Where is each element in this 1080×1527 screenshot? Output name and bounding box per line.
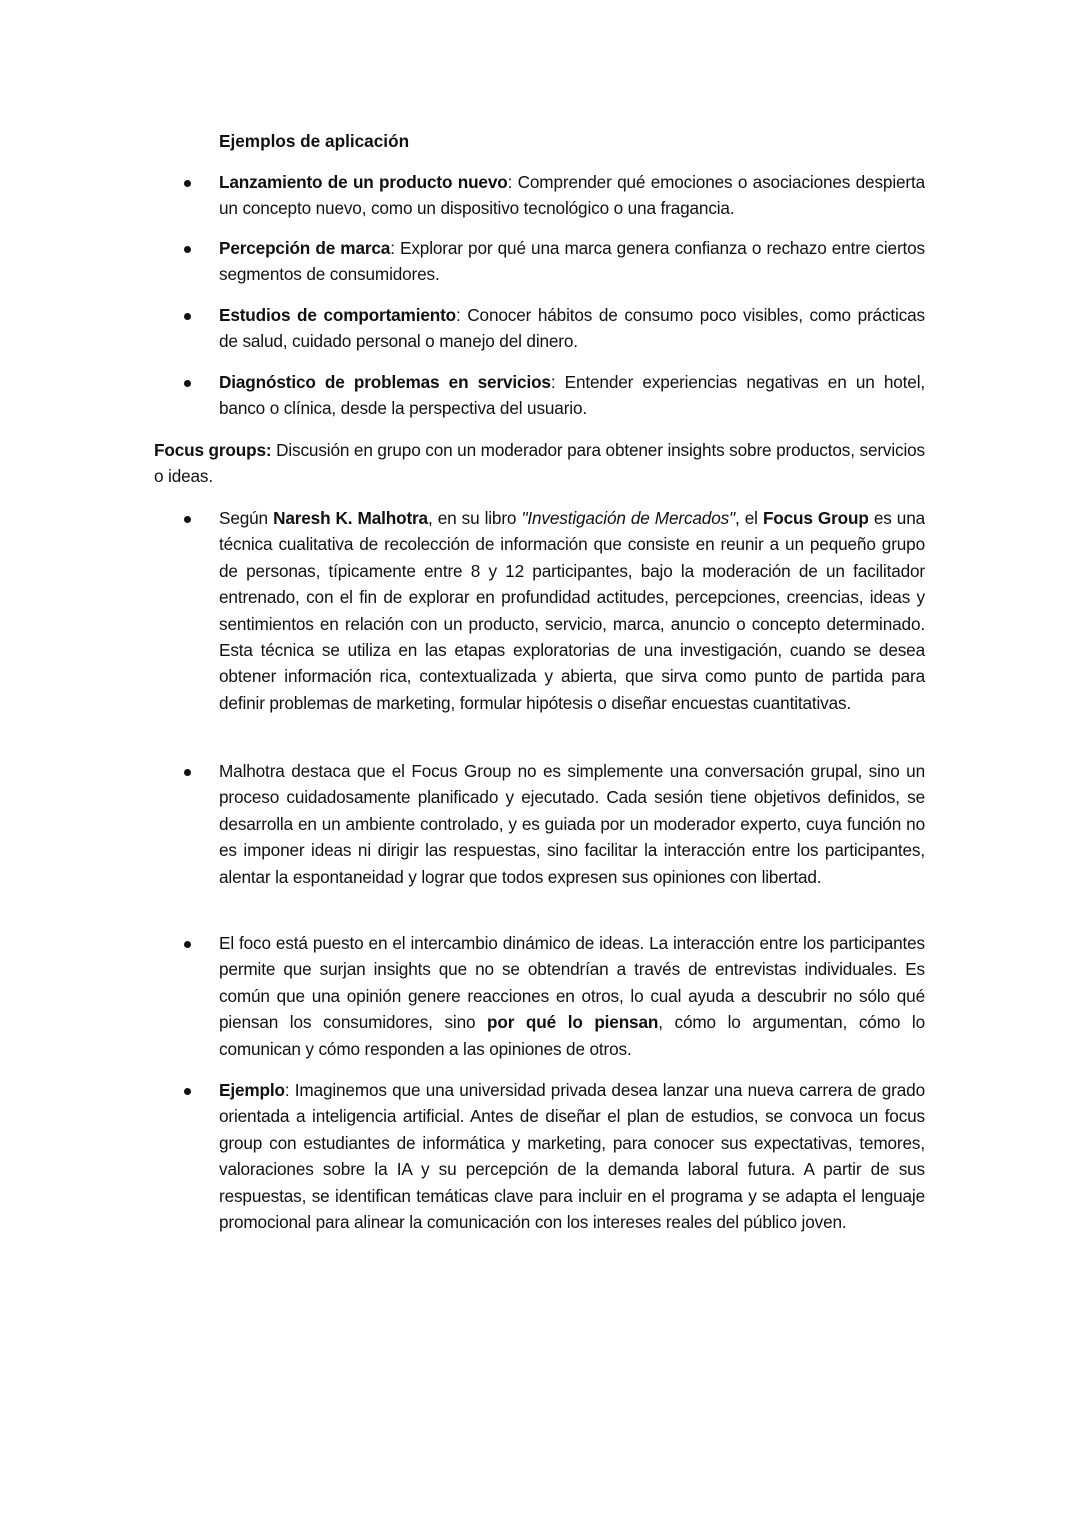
author-name: Naresh K. Malhotra [273, 508, 428, 528]
text-segment: Malhotra destaca que el Focus Group no es simplemente una conversación grupal, sino un proceso cuidadosamente planificado y ejecutado. Cada sesión tiene objetivos definidos, se desarrolla en un ambiente controlado, y es guiada por un moderador experto, cuya función no es imponer ideas ni dirigir las respuestas, sino facilitar la interacción entre los participantes, alentar la espontaneidad y lograr que todos expresen sus opiniones con libertad. [219, 761, 925, 887]
bullet-dot [184, 313, 191, 320]
focus-groups-definition [154, 437, 925, 490]
focus-groups-term: Focus groups: [154, 440, 272, 460]
bullet-dot [184, 180, 191, 187]
text-segment: El foco está puesto en el intercambio dinámico de ideas. La interacción entre los participantes permite que surjan insights que no se obtendrían a través de entrevistas individuales. Es común que una opinión genere reacciones en otros, lo cual ayuda a descubrir no sólo qué piensan los consumidores, sino [219, 933, 925, 1033]
example-term: Ejemplo [219, 1080, 285, 1100]
application-term: Estudios de comportamiento [219, 305, 456, 325]
application-term: Lanzamiento de un producto nuevo [219, 172, 508, 192]
application-term: Percepción de marca [219, 238, 391, 258]
bullet-dot [184, 1088, 191, 1095]
text-segment: : Imaginemos que una universidad privada desea lanzar una nueva carrera de grado orientada a inteligencia artificial. Antes de diseñar el plan de estudios, se convoca un focus group con estudiantes de informática y marketing, para conocer sus expectativas, temores, valoraciones sobre la IA y su percepción de la demanda laboral futura. A partir de sus respuestas, se identifican temáticas clave para incluir en el programa y se adapta el lenguaje promocional para alinear la comunicación con los intereses reales del público joven. [219, 1080, 925, 1233]
application-text: : Comprender qué emociones o asociaciones despierta un concepto nuevo, como un dispositivo tecnológico o una fragancia. [219, 172, 926, 219]
bullet-dot [184, 516, 191, 523]
text-segment: , en su libro [427, 508, 522, 528]
bullet-dot [184, 246, 191, 253]
application-item [219, 369, 925, 422]
example-paragraph [219, 1077, 925, 1235]
emphasis: por qué lo piensan [487, 1012, 659, 1033]
malhotra-process [219, 758, 925, 890]
application-item [219, 169, 925, 222]
text-segment: , cómo lo argumentan, cómo lo comunican y cómo responden a las opiniones de otros. [219, 1012, 925, 1059]
text-segment: , el [735, 508, 763, 528]
application-text: : Conocer hábitos de consumo poco visibles, como prácticas de salud, cuidado personal o manejo del dinero. [219, 305, 925, 352]
application-term: Diagnóstico de problemas en servicios [219, 372, 551, 392]
bullet-dot [184, 769, 191, 776]
application-item [219, 302, 925, 355]
text-segment: es una técnica cualitativa de recolección de información que consiste en reunir a un pequeño grupo de personas, típicamente entre 8 y 12 participantes, bajo la moderación de un facilitador entrenado, con el fin de explorar en profundidad actitudes, percepciones, creencias, ideas y sentimientos en relación con un producto, servicio, marca, anuncio o concepto determinado. Esta técnica se utiliza en las etapas exploratorias de una investigación, cuando se desea obtener información rica, contextualizada y abierta, que sirva como punto de partida para definir problemas de marketing, formular hipótesis o diseñar encuestas cuantitativas. [219, 508, 926, 713]
focus-group-term: Focus Group [762, 508, 869, 528]
application-text: : Entender experiencias negativas en un hotel, banco o clínica, desde la perspectiva del usuario. [219, 372, 925, 419]
dynamic-exchange [219, 930, 925, 1062]
text-segment: Según [219, 508, 274, 528]
application-text: : Explorar por qué una marca genera confianza o rechazo entre ciertos segmentos de consumidores. [219, 238, 925, 285]
application-item [219, 235, 925, 288]
malhotra-definition [219, 505, 925, 716]
bullet-dot [184, 941, 191, 948]
focus-groups-text: Discusión en grupo con un moderador para obtener insights sobre productos, servicios o ideas. [154, 440, 925, 487]
book-title: "Investigación de Mercados" [521, 508, 736, 528]
bullet-dot [184, 380, 191, 387]
section-heading: Ejemplos de aplicación [219, 131, 410, 151]
